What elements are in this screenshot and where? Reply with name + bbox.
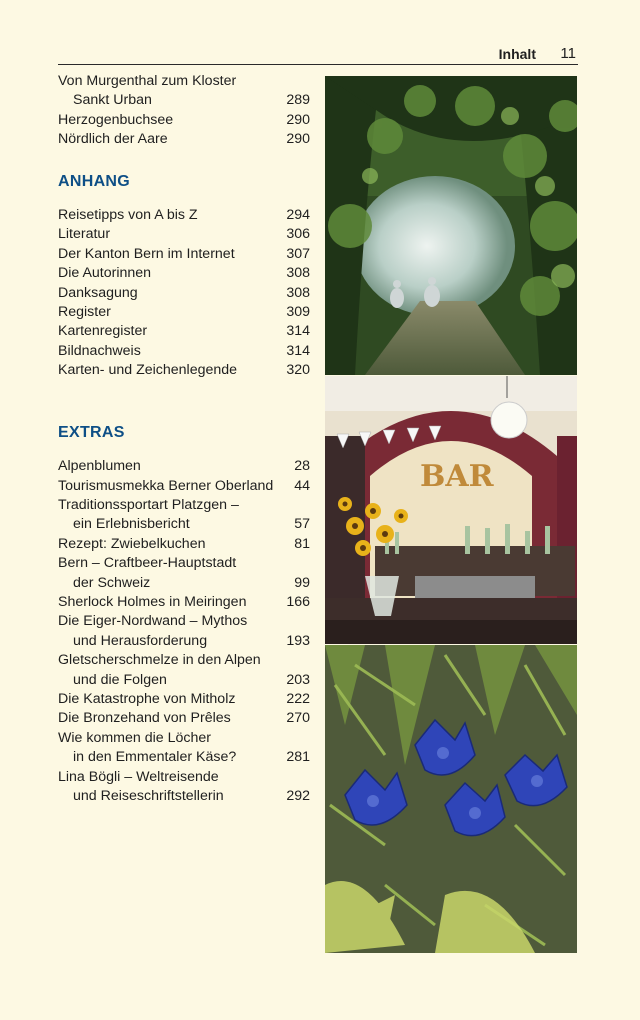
toc-entry-page: 308 [286, 284, 310, 301]
toc-entry-page: 222 [286, 690, 310, 707]
toc-entry [58, 72, 310, 91]
toc-entry-title: Gletscherschmelze in den Alpen [58, 652, 261, 669]
toc-entry-title: Rezept: Zwiebelkuchen [58, 535, 206, 552]
toc-entry-title: der Schweiz [73, 574, 151, 591]
toc-entry-title: Alpenblumen [58, 458, 141, 475]
toc-entry-title: und die Folgen [73, 671, 167, 688]
toc-entry-page: 294 [286, 207, 310, 224]
toc-entry [58, 535, 310, 554]
toc-entry [58, 515, 310, 534]
toc-entry-title: Wie kommen die Löcher [58, 729, 211, 746]
toc-entry [58, 284, 310, 303]
toc-entry-page: 308 [286, 265, 310, 282]
toc-entry-title: Lina Bögli – Weltreisende [58, 768, 219, 785]
toc-entry [58, 709, 310, 728]
toc-entry-page: 28 [294, 458, 310, 475]
toc-entry [58, 651, 310, 670]
page-header [58, 44, 578, 65]
toc-entry-title: Literatur [58, 226, 111, 243]
toc-entry [58, 111, 310, 130]
photo-gentian-flowers [325, 645, 577, 953]
toc-entry [58, 574, 310, 593]
toc-entry-title: Reisetipps von A bis Z [58, 207, 198, 224]
toc-entry-page: 281 [286, 749, 310, 766]
toc-entry-title: Herzogenbuchsee [58, 111, 174, 128]
toc-entry-title: Karten- und Zeichenlegende [58, 362, 238, 379]
toc-entry [58, 303, 310, 322]
page-number: 11 [560, 45, 576, 62]
toc-entry-page: 314 [286, 342, 310, 359]
toc-entry [58, 245, 310, 264]
anhang-heading: ANHANG [58, 172, 131, 190]
toc-entry-title: und Herausforderung [73, 632, 208, 649]
extras-heading: EXTRAS [58, 423, 125, 441]
toc-entry [58, 632, 310, 651]
toc-entry-page: 203 [286, 671, 310, 688]
toc-group-extras [58, 457, 310, 806]
toc-entry-title: Sankt Urban [73, 92, 152, 109]
toc-entry-page: 81 [294, 535, 310, 552]
toc-entry-title: Die Autorinnen [58, 265, 152, 282]
toc-entry-page: 314 [286, 323, 310, 340]
toc-entry [58, 554, 310, 573]
toc-entry-title: Bildnachweis [58, 342, 141, 359]
bar-sign: BAR [420, 459, 494, 494]
toc-entry-title: Nördlich der Aare [58, 131, 168, 148]
toc-group-top [58, 72, 310, 150]
toc-entry-page: 292 [286, 788, 310, 804]
photo-forest-lake [325, 76, 577, 375]
toc-entry-page: 309 [286, 304, 310, 321]
toc-entry-page: 270 [286, 710, 310, 727]
toc-entry [58, 612, 310, 631]
toc-entry-title: Die Katastrophe von Mitholz [58, 690, 236, 707]
toc-entry-title: ein Erlebnisbericht [73, 516, 190, 533]
toc-entry-page: 290 [286, 131, 310, 148]
toc-entry [58, 225, 310, 244]
photo-column [325, 76, 577, 953]
toc-entry [58, 768, 310, 787]
toc-entry [58, 477, 310, 496]
toc-entry-page: 320 [286, 362, 310, 379]
toc-entry-title: Die Eiger-Nordwand – Mythos [58, 613, 248, 630]
toc-entry-title: Traditionssportart Platzgen – [58, 496, 239, 513]
toc-entry-title: Der Kanton Bern im Internet [58, 245, 235, 262]
toc-entry [58, 496, 310, 515]
photo-bar [325, 376, 577, 644]
toc-entry [58, 361, 310, 380]
table-of-contents [58, 72, 310, 806]
toc-entry [58, 130, 310, 149]
toc-entry-page: 99 [294, 574, 310, 591]
toc-entry [58, 206, 310, 225]
toc-entry-title: und Reiseschriftstellerin [73, 788, 224, 804]
toc-entry-page: 289 [286, 92, 310, 109]
toc-entry [58, 787, 310, 806]
toc-entry-title: Von Murgenthal zum Kloster [58, 73, 237, 89]
toc-entry [58, 322, 310, 341]
toc-entry-page: 57 [294, 516, 310, 533]
toc-entry [58, 264, 310, 283]
toc-entry [58, 690, 310, 709]
toc-entry [58, 671, 310, 690]
toc-entry-page: 44 [294, 477, 310, 494]
toc-entry-title: Bern – Craftbeer-Hauptstadt [58, 555, 237, 572]
toc-entry [58, 342, 310, 361]
toc-entry-page: 307 [286, 245, 310, 262]
toc-entry-page: 290 [286, 111, 310, 128]
toc-entry-title: Tourismusmekka Berner Oberland [58, 477, 274, 494]
toc-entry-page: 306 [286, 226, 310, 243]
toc-group-anhang [58, 206, 310, 381]
toc-entry-page: 166 [286, 593, 310, 610]
toc-entry-title: Sherlock Holmes in Meiringen [58, 593, 247, 610]
toc-entry [58, 457, 310, 476]
toc-entry-title: in den Emmentaler Käse? [73, 749, 237, 766]
section-label: Inhalt [498, 46, 536, 62]
toc-entry [58, 593, 310, 612]
toc-entry-title: Kartenregister [58, 323, 148, 340]
toc-entry [58, 729, 310, 748]
toc-entry-title: Die Bronzehand von Prêles [58, 710, 231, 727]
toc-entry [58, 91, 310, 110]
toc-entry-title: Danksagung [58, 284, 138, 301]
toc-entry [58, 748, 310, 767]
toc-entry-page: 193 [286, 632, 310, 649]
toc-entry-title: Register [58, 304, 111, 321]
